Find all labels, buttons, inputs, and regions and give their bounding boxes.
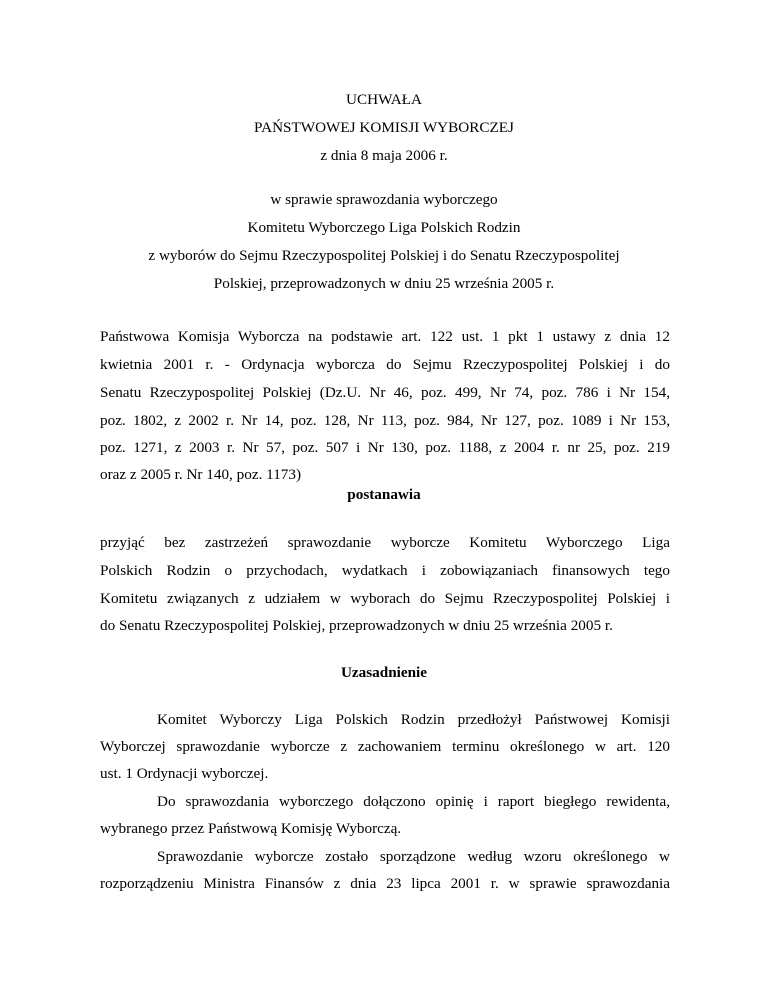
subject-line: z wyborów do Sejmu Rzeczypospolitej Polskiej i do Senatu Rzeczypospolitej: [148, 247, 620, 264]
decision-line: Polskich Rodzin o przychodach, wydatkach i zobowiązaniach finansowych tego: [100, 562, 670, 579]
preamble-line: Senatu Rzeczypospolitej Polskiej (Dz.U. Nr 46, poz. 499, Nr 74, poz. 786 i Nr 154,: [100, 384, 670, 401]
justification-line: Wyborczej sprawozdanie wyborcze z zachowaniem terminu określonego w art. 120: [100, 738, 670, 755]
decision-heading: postanawia: [347, 486, 421, 503]
subject-line: Polskiej, przeprowadzonych w dniu 25 września 2005 r.: [213, 275, 555, 292]
preamble-line: poz. 1271, z 2003 r. Nr 57, poz. 507 i Nr 130, poz. 1188, z 2004 r. nr 25, poz. 219: [100, 439, 670, 456]
preamble-line: Państwowa Komisja Wyborcza na podstawie art. 122 ust. 1 pkt 1 ustawy z dnia 12: [100, 328, 670, 345]
justification-line: wybranego przez Państwową Komisję Wyborczą.: [100, 820, 402, 837]
justification-heading: Uzasadnienie: [340, 664, 428, 681]
decision-line: Komitetu związanych z udziałem w wyborach do Sejmu Rzeczypospolitej Polskiej i: [100, 590, 670, 607]
resolution-date: z dnia 8 maja 2006 r.: [320, 147, 448, 164]
justification-line: ust. 1 Ordynacji wyborczej.: [100, 765, 269, 782]
subject-line: w sprawie sprawozdania wyborczego: [270, 191, 498, 208]
decision-line: do Senatu Rzeczypospolitej Polskiej, przeprowadzonych w dniu 25 września 2005 r.: [100, 617, 613, 634]
document-title: UCHWAŁA: [346, 91, 422, 108]
issuer-name: PAŃSTWOWEJ KOMISJI WYBORCZEJ: [254, 119, 514, 136]
preamble-line: kwietnia 2001 r. - Ordynacja wyborcza do Sejmu Rzeczypospolitej Polskiej i do: [100, 356, 670, 373]
decision-line: przyjąć bez zastrzeżeń sprawozdanie wyborcze Komitetu Wyborczego Liga: [100, 534, 670, 551]
subject-line: Komitetu Wyborczego Liga Polskich Rodzin: [247, 219, 521, 236]
justification-line: Do sprawozdania wyborczego dołączono opinię i raport biegłego rewidenta,: [157, 793, 670, 810]
justification-line: Komitet Wyborczy Liga Polskich Rodzin przedłożył Państwowej Komisji: [157, 711, 670, 728]
justification-line: Sprawozdanie wyborcze zostało sporządzone według wzoru określonego w: [157, 848, 670, 865]
justification-line: rozporządzeniu Ministra Finansów z dnia 23 lipca 2001 r. w sprawie sprawozdania: [100, 875, 670, 892]
preamble-line: poz. 1802, z 2002 r. Nr 14, poz. 128, Nr 113, poz. 984, Nr 127, poz. 1089 i Nr 153,: [100, 412, 670, 429]
preamble-line: oraz z 2005 r. Nr 140, poz. 1173): [100, 466, 302, 483]
